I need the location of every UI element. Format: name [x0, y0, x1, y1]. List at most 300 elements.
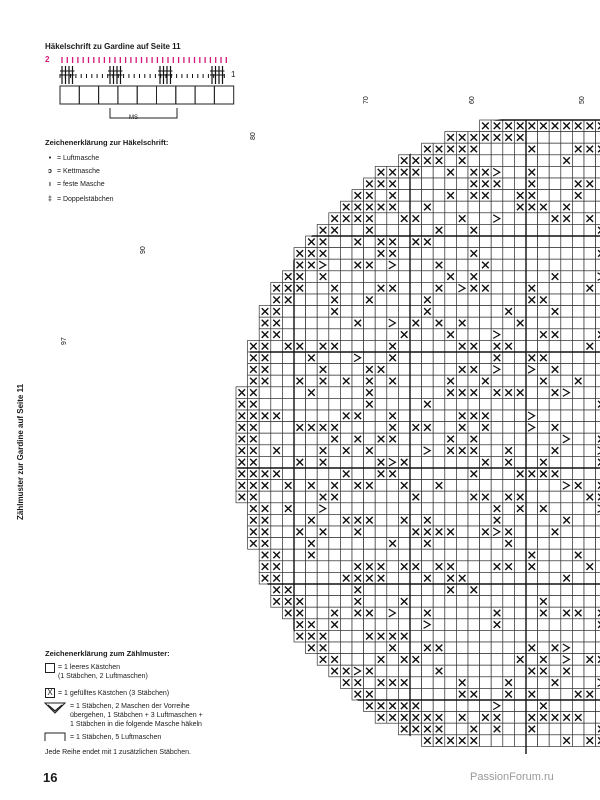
chart-cell: [410, 572, 422, 584]
chart-cell: [422, 480, 434, 492]
chart-cell: [503, 619, 515, 631]
chart-cell: [375, 422, 387, 434]
chart-cell: [468, 259, 480, 271]
chart-cell: [456, 398, 468, 410]
chart-cell: [456, 433, 468, 445]
chart-cell: [422, 317, 434, 329]
chart-cell: [445, 224, 457, 236]
chart-cell: [491, 642, 503, 654]
chart-cell: [433, 596, 445, 608]
chart-cell: [526, 329, 538, 341]
chart-cell: [514, 665, 526, 677]
chart-cell: [329, 375, 341, 387]
chart-cell: [259, 433, 271, 445]
chart-cell: [433, 688, 445, 700]
chart-cell: [596, 398, 600, 410]
chart-cell: [375, 584, 387, 596]
chart-cell: [526, 503, 538, 515]
chart-cell: [584, 480, 596, 492]
chart-cell: [456, 294, 468, 306]
chart-cell: [584, 596, 596, 608]
chart-cell: [503, 329, 515, 341]
chart-cell: [526, 306, 538, 318]
chart-cell: [387, 445, 399, 457]
chart-cell: [549, 538, 561, 550]
chart-cell: [503, 480, 515, 492]
column-number: 60: [469, 96, 476, 104]
chart-cell: [306, 294, 318, 306]
chart-cell: [572, 352, 584, 364]
chart-cell: [480, 735, 492, 747]
chart-cell: [456, 630, 468, 642]
chart-cell: [468, 236, 480, 248]
chart-cell: [433, 572, 445, 584]
chart-cell: [433, 619, 445, 631]
chart-cell: [584, 190, 596, 202]
chart-cell: [584, 630, 596, 642]
chart-cell: [282, 445, 294, 457]
chart-cell: [422, 282, 434, 294]
chart-cell: [375, 387, 387, 399]
chart-cell: [433, 294, 445, 306]
chart-cell: [445, 317, 457, 329]
chart-cell: [468, 572, 480, 584]
chart-cell: [503, 178, 515, 190]
chart-cell: [294, 514, 306, 526]
chart-cell: [433, 630, 445, 642]
chart-cell: [422, 387, 434, 399]
chart-cell: [433, 468, 445, 480]
chart-cell: [526, 155, 538, 167]
chart-cell: [503, 143, 515, 155]
chart-cell: [387, 387, 399, 399]
chart-cell: [422, 352, 434, 364]
chart-cell: [340, 294, 352, 306]
chart-cell: [422, 445, 434, 457]
chart-cell: [422, 584, 434, 596]
chart-cell: [445, 723, 457, 735]
chart-cell: [282, 364, 294, 376]
chart-cell: [364, 619, 376, 631]
chart-cell: [282, 549, 294, 561]
chart-cell: [445, 340, 457, 352]
chart-cell: [480, 329, 492, 341]
chart-cell: [549, 224, 561, 236]
chart-cell: [398, 549, 410, 561]
chart-cell: [410, 329, 422, 341]
chart-cell: [538, 398, 550, 410]
chart-cell: [433, 166, 445, 178]
chart-cell: [584, 445, 596, 457]
chart-cell: [387, 503, 399, 515]
chart-cell: [491, 688, 503, 700]
chart-cell: [514, 630, 526, 642]
chart-cell: [526, 480, 538, 492]
chart-cell: [317, 410, 329, 422]
chart-cell: [596, 213, 600, 225]
chart-cell: [410, 387, 422, 399]
chart-cell: [549, 143, 561, 155]
chart-cell: [410, 596, 422, 608]
chart-cell: [398, 364, 410, 376]
chart-cell: [480, 155, 492, 167]
chart-cell: [306, 364, 318, 376]
chart-cell: [561, 491, 573, 503]
chart-cell: [445, 236, 457, 248]
chart-cell: [456, 248, 468, 260]
chart-cell: [375, 514, 387, 526]
chart-cell: [491, 596, 503, 608]
chart-cell: [340, 329, 352, 341]
chart-cell: [503, 572, 515, 584]
chart-cell: [340, 584, 352, 596]
chart-cell: [480, 468, 492, 480]
chart-cell: [596, 700, 600, 712]
chart-cell: [352, 306, 364, 318]
chart-cell: [282, 387, 294, 399]
chart-cell: [375, 688, 387, 700]
chart-cell: [503, 596, 515, 608]
chart-cell: [410, 306, 422, 318]
chart-cell: [468, 561, 480, 573]
chart-cell: [294, 410, 306, 422]
chart-cell: [352, 630, 364, 642]
chart-cell: [364, 329, 376, 341]
chart-cell: [456, 468, 468, 480]
chart-cell: [398, 259, 410, 271]
chart-cell: [387, 224, 399, 236]
chart-cell: [456, 607, 468, 619]
chart-cell: [352, 503, 364, 515]
empty-box-icon: [45, 663, 55, 673]
chart-cell: [410, 456, 422, 468]
chart-cell: [480, 271, 492, 283]
chart-cell: [422, 619, 434, 631]
chart-cell: [306, 306, 318, 318]
chart-cell: [317, 596, 329, 608]
chart-cell: [422, 190, 434, 202]
chart-cell: [422, 259, 434, 271]
chart-cell: [352, 538, 364, 550]
chart-cell: [596, 642, 600, 654]
chart-cell: [364, 352, 376, 364]
chart-cell: [410, 201, 422, 213]
chart-cell: [329, 526, 341, 538]
chart-cell: [491, 190, 503, 202]
chart-cell: [422, 630, 434, 642]
chart-cell: [445, 306, 457, 318]
chart-cell: [433, 236, 445, 248]
chart-cell: [282, 561, 294, 573]
chart-cell: [456, 306, 468, 318]
chart-cell: [526, 387, 538, 399]
chart-cell: [387, 491, 399, 503]
column-number: 50: [579, 96, 586, 104]
chart-cell: [596, 375, 600, 387]
chart-cell: [526, 248, 538, 260]
chart-cell: [282, 410, 294, 422]
chart-cell: [410, 549, 422, 561]
chart-cell: [271, 514, 283, 526]
chart-cell: [445, 468, 457, 480]
chart-cell: [340, 387, 352, 399]
chart-cell: [375, 503, 387, 515]
chart-cell: [584, 549, 596, 561]
chain-stitch-icon: •: [48, 155, 52, 162]
chart-cell: [468, 375, 480, 387]
chart-cell: [538, 688, 550, 700]
chart-cell: [538, 143, 550, 155]
chart-cell: [364, 271, 376, 283]
chart-cell: [364, 236, 376, 248]
chart-cell: [584, 364, 596, 376]
chart-cell: [503, 584, 515, 596]
chart-cell: [456, 329, 468, 341]
chart-cell: [538, 271, 550, 283]
chart-cell: [584, 584, 596, 596]
lacet-icon: [44, 702, 66, 714]
chart-cell: [375, 259, 387, 271]
chart-cell: [433, 306, 445, 318]
chart-cell: [271, 422, 283, 434]
chart-cell: [456, 236, 468, 248]
chart-cell: [503, 317, 515, 329]
chart-cell: [561, 166, 573, 178]
chart-cell: [491, 422, 503, 434]
chart-cell: [561, 190, 573, 202]
chart-cell: [480, 584, 492, 596]
chart-cell: [468, 213, 480, 225]
chart-cell: [561, 224, 573, 236]
chart-cell: [433, 213, 445, 225]
chart-cell: [514, 723, 526, 735]
chart-cell: [491, 282, 503, 294]
chart-cell: [422, 248, 434, 260]
chart-cell: [340, 456, 352, 468]
chart-cell: [364, 422, 376, 434]
chart-cell: [410, 514, 422, 526]
row-number: 90: [140, 246, 147, 254]
bar-icon: [44, 732, 66, 742]
chart-cell: [549, 619, 561, 631]
chart-cell: [445, 642, 457, 654]
chart-cell: [294, 480, 306, 492]
chart-cell: [596, 561, 600, 573]
chart-cell: [491, 375, 503, 387]
chart-cell: [340, 619, 352, 631]
chart-cell: [596, 514, 600, 526]
chart-cell: [596, 584, 600, 596]
chart-cell: [596, 619, 600, 631]
chart-cell: [596, 410, 600, 422]
chart-cell: [514, 224, 526, 236]
chart-cell: [398, 340, 410, 352]
chart-cell: [584, 132, 596, 144]
chart-cell: [480, 596, 492, 608]
chart-cell: [596, 306, 600, 318]
chart-cell: [514, 375, 526, 387]
chart-cell: [514, 561, 526, 573]
chart-cell: [387, 259, 399, 271]
chart-cell: [387, 607, 399, 619]
chart-cell: [259, 445, 271, 457]
legend-filled-box: = 1 gefülltes Kästchen (3 Stäbchen): [58, 690, 170, 697]
chart-cell: [538, 677, 550, 689]
chart-cell: [375, 538, 387, 550]
chart-cell: [317, 433, 329, 445]
chart-cell: [422, 688, 434, 700]
chart-cell: [445, 282, 457, 294]
chart-cell: [584, 271, 596, 283]
chart-cell: [364, 526, 376, 538]
chart-cell: [526, 700, 538, 712]
chart-cell: [596, 294, 600, 306]
chart-cell: [317, 584, 329, 596]
chart-cell: [306, 503, 318, 515]
chart-cell: [491, 166, 503, 178]
chart-cell: [433, 271, 445, 283]
chart-cell: [387, 665, 399, 677]
chart-cell: [480, 561, 492, 573]
chart-cell: [572, 445, 584, 457]
chart-cell: [584, 329, 596, 341]
chart-cell: [294, 491, 306, 503]
filled-box-icon: X: [45, 688, 55, 698]
chart-cell: [491, 259, 503, 271]
chart-cell: [468, 526, 480, 538]
chart-cell: [596, 572, 600, 584]
chart-cell: [329, 248, 341, 260]
chart-cell: [549, 317, 561, 329]
chart-cell: [538, 642, 550, 654]
chart-cell: [445, 422, 457, 434]
chart-cell: [456, 282, 468, 294]
chart-cell: [445, 514, 457, 526]
chart-cell: [491, 236, 503, 248]
chart-cell: [387, 514, 399, 526]
chart-cell: [352, 329, 364, 341]
chart-cell: [317, 352, 329, 364]
chart-cell: [317, 306, 329, 318]
chart-cell: [445, 654, 457, 666]
chart-cell: [561, 387, 573, 399]
chart-cell: [549, 398, 561, 410]
chart-cell: [352, 282, 364, 294]
chart-cell: [306, 329, 318, 341]
chart-cell: [329, 259, 341, 271]
chart-cell: [271, 491, 283, 503]
chart-cell: [503, 642, 515, 654]
chart-cell: [271, 398, 283, 410]
single-crochet-icon: ı: [49, 181, 51, 188]
chart-cell: [538, 224, 550, 236]
chart-cell: [329, 317, 341, 329]
chart-cell: [503, 549, 515, 561]
chart-cell: [596, 480, 600, 492]
chart-cell: [561, 352, 573, 364]
chart-cell: [422, 468, 434, 480]
chart-cell: [375, 619, 387, 631]
chart-cell: [433, 538, 445, 550]
row-label-2: 2: [45, 55, 50, 64]
chart-cell: [410, 352, 422, 364]
chart-cell: [398, 317, 410, 329]
chart-cell: [398, 526, 410, 538]
chart-cell: [491, 398, 503, 410]
chart-cell: [514, 677, 526, 689]
chart-cell: [584, 224, 596, 236]
chart-cell: [549, 178, 561, 190]
chart-cell: [526, 317, 538, 329]
chart-cell: [480, 642, 492, 654]
chart-cell: [294, 398, 306, 410]
chart-cell: [572, 642, 584, 654]
chart-cell: [538, 259, 550, 271]
chart-cell: [410, 248, 422, 260]
chart-cell: [572, 282, 584, 294]
chart-cell: [433, 491, 445, 503]
chart-cell: [433, 700, 445, 712]
chart-cell: [329, 514, 341, 526]
chart-cell: [549, 572, 561, 584]
chart-cell: [398, 248, 410, 260]
chart-cell: [503, 248, 515, 260]
chart-cell: [514, 155, 526, 167]
chart-cell: [596, 190, 600, 202]
chart-cell: [584, 538, 596, 550]
chart-cell: [549, 456, 561, 468]
chart-cell: [271, 503, 283, 515]
chart-cell: [549, 259, 561, 271]
chart-cell: [306, 607, 318, 619]
chart-cell: [294, 561, 306, 573]
chart-cell: [514, 178, 526, 190]
chart-cell: [317, 398, 329, 410]
chart-cell: [387, 456, 399, 468]
chart-cell: [456, 456, 468, 468]
chart-cell: [538, 561, 550, 573]
chart-cell: [584, 410, 596, 422]
chart-cell: [561, 364, 573, 376]
chart-cell: [445, 201, 457, 213]
chart-cell: [596, 491, 600, 503]
page-number: 16: [43, 770, 58, 785]
chart-cell: [445, 456, 457, 468]
chart-cell: [398, 445, 410, 457]
chart-cell: [410, 480, 422, 492]
chart-cell: [306, 433, 318, 445]
chart-cell: [410, 398, 422, 410]
chart-cell: [352, 224, 364, 236]
chart-cell: [491, 677, 503, 689]
chart-cell: [503, 294, 515, 306]
chart-cell: [526, 514, 538, 526]
chart-cell: [584, 155, 596, 167]
chart-cell: [375, 491, 387, 503]
chart-cell: [584, 422, 596, 434]
chart-cell: [422, 503, 434, 515]
chart-cell: [596, 329, 600, 341]
chart-cell: [445, 491, 457, 503]
chart-cell: [526, 433, 538, 445]
chart-cell: [340, 259, 352, 271]
chart-cell: [561, 422, 573, 434]
chart-cell: [364, 549, 376, 561]
chart-cell: [480, 572, 492, 584]
chart-cell: [433, 549, 445, 561]
chart-cell: [572, 259, 584, 271]
chart-cell: [456, 514, 468, 526]
